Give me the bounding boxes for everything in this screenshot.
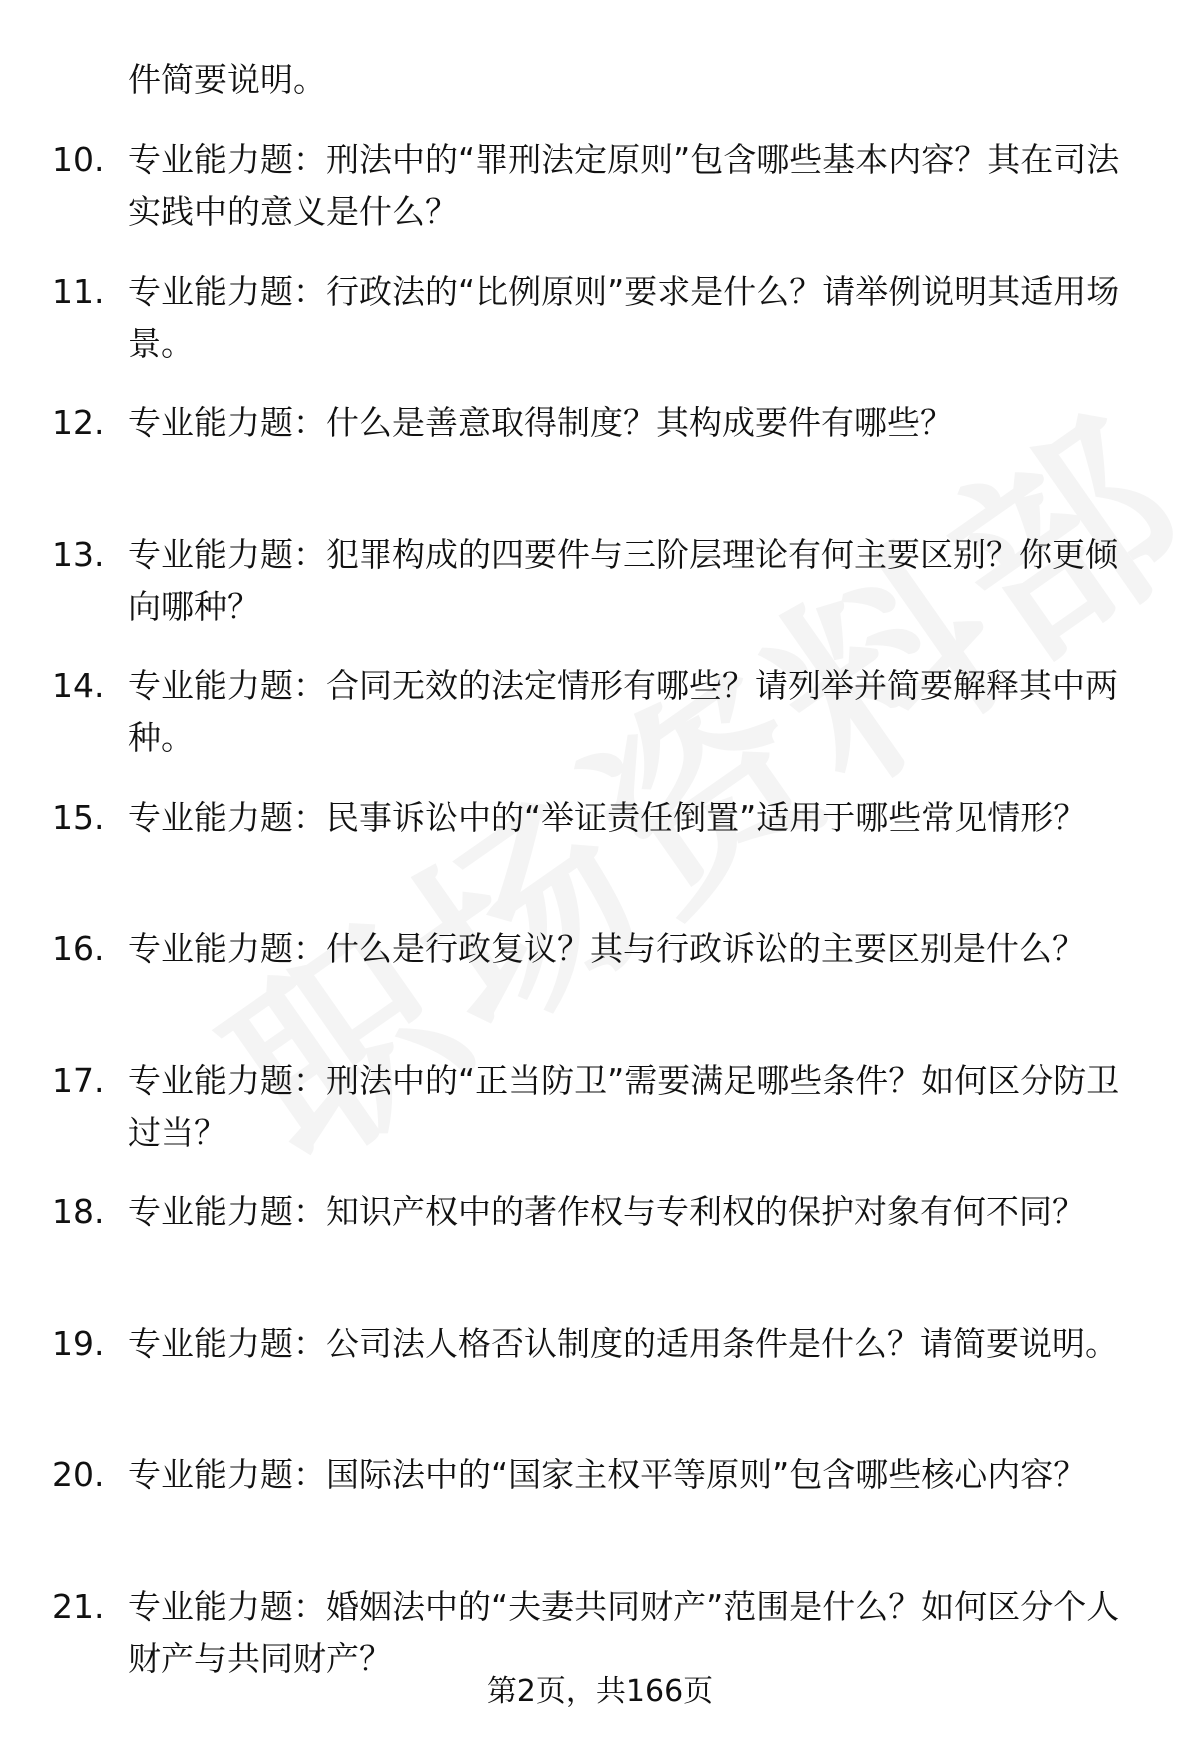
question-item <box>0 792 1200 924</box>
question-number: 10. <box>52 140 105 179</box>
question-number: 16. <box>52 929 105 968</box>
question-text: 专业能力题：刑法中的“罪刑法定原则”包含哪些基本内容？其在司法实践中的意义是什么？ <box>128 140 1120 231</box>
question-number: 20. <box>52 1455 105 1494</box>
question-text: 专业能力题：刑法中的“正当防卫”需要满足哪些条件？如何区分防卫过当？ <box>128 1060 1120 1152</box>
question-text: 专业能力题：民事诉讼中的“举证责任倒置”适用于哪些常见情形？ <box>128 797 1087 837</box>
question-number: 11. <box>52 271 105 311</box>
question-item <box>0 1055 1200 1187</box>
question-text: 专业能力题：什么是行政复议？其与行政诉讼的主要区别是什么？ <box>128 929 1085 968</box>
question-text: 专业能力题：犯罪构成的四要件与三阶层理论有何主要区别？你更倾向哪种？ <box>128 534 1118 626</box>
page-footer: 第2页，共166页 <box>486 1674 714 1709</box>
question-item <box>0 397 1200 529</box>
question-number: 21. <box>52 1586 105 1626</box>
question-text: 专业能力题：知识产权中的著作权与专利权的保护对象有何不同？ <box>128 1192 1085 1231</box>
question-item <box>0 1186 1200 1318</box>
question-item <box>0 529 1200 661</box>
question-number: 13. <box>52 534 105 574</box>
question-item <box>0 266 1200 398</box>
question-text: 专业能力题：什么是善意取得制度？其构成要件有哪些？ <box>128 403 953 442</box>
question-text: 专业能力题：婚姻法中的“夫妻共同财产”范围是什么？如何区分个人财产与共同财产？ <box>128 1586 1120 1678</box>
question-number: 18. <box>52 1192 105 1231</box>
question-text: 专业能力题：合同无效的法定情形有哪些？请列举并简要解释其中两种。 <box>128 666 1118 757</box>
question-number: 14. <box>52 666 105 705</box>
question-text: 专业能力题：公司法人格否认制度的适用条件是什么？请简要说明。 <box>128 1323 1118 1363</box>
question-item <box>0 923 1200 1055</box>
question-text: 专业能力题：国际法中的“国家主权平等原则”包含哪些核心内容？ <box>128 1455 1087 1494</box>
question-number: 17. <box>52 1060 105 1100</box>
question-text: 专业能力题：行政法的“比例原则”要求是什么？请举例说明其适用场景。 <box>128 271 1120 363</box>
continuation-text: 件简要说明。 <box>128 60 326 99</box>
question-item <box>0 134 1200 266</box>
question-number: 15. <box>52 797 105 837</box>
question-item <box>0 660 1200 792</box>
question-number: 12. <box>52 403 105 442</box>
question-number: 19. <box>52 1323 105 1363</box>
question-item <box>0 1449 1200 1581</box>
question-item <box>0 1318 1200 1450</box>
question-list <box>0 134 1200 1712</box>
